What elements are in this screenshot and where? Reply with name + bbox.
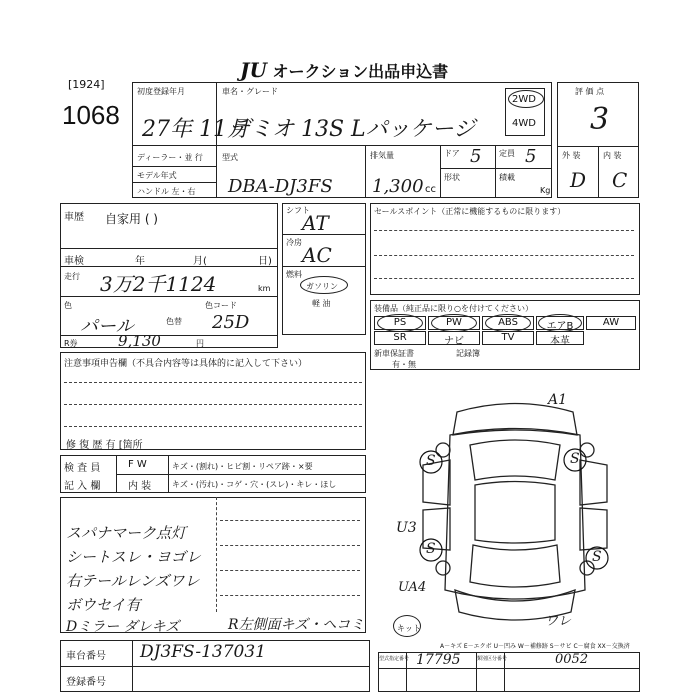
inspector-row1-head: F W	[128, 459, 147, 470]
equip-tv: TV	[482, 331, 534, 345]
car-name-label: 車名・グレード	[222, 87, 278, 96]
damage-mark-s-rf: S	[570, 451, 580, 467]
fuel-gas: ガソリン	[306, 282, 338, 291]
damage-mark-u3: U3	[396, 520, 417, 536]
repair-history-label: 修 復 歴 有 [箇所	[66, 440, 143, 451]
notes-label: 注意事項申告欄（不具合内容等は具体的に記入して下さい）	[64, 359, 308, 369]
color-change-label: 色替	[166, 317, 182, 326]
displacement-value: 1,300	[372, 176, 424, 197]
inspector-label-1: 検 査 員	[64, 463, 101, 474]
displacement-unit: cc	[425, 184, 436, 195]
inspector-label-2: 記 入 欄	[64, 481, 101, 492]
record-label: 記録簿	[456, 349, 480, 358]
displacement-label: 排気量	[370, 151, 394, 160]
load-label: 積載	[499, 173, 515, 182]
first-reg-label: 初度登録年月	[137, 87, 185, 96]
inspector-row2-text: キズ・(汚れ)・コゲ・穴・(スレ)・キレ・ほし	[172, 480, 337, 489]
kit-circle	[393, 615, 421, 637]
note-side: R左側面キズ・ヘコミ	[228, 617, 365, 633]
note-line-1: スパナマーク点灯	[66, 524, 187, 542]
car-name-value: デミオ 13S Lパッケージ	[228, 117, 476, 142]
doors-value: 5	[470, 146, 482, 167]
ac-value: AC	[302, 243, 332, 267]
equip-ps-circle	[377, 314, 423, 332]
sheet-title	[240, 58, 448, 82]
model-year-label: モデル年式	[137, 171, 177, 180]
exterior-label: 外 装	[562, 151, 581, 160]
color-code-label: 色コード	[205, 301, 237, 310]
equip-abs-circle	[485, 314, 531, 332]
first-reg-value: 27年 11月	[142, 117, 249, 142]
drive-4wd: 4WD	[512, 118, 536, 129]
damage-legend: A－キズ E－エクボ U－凹み W－補修跡 S－サビ C－腐食 XX－交換済	[440, 643, 630, 650]
recycle-value: 9,130	[118, 332, 161, 350]
shift-label: シフト	[286, 206, 310, 215]
inspector-row2-head: 内 装	[128, 481, 152, 492]
equip-aw: AW	[586, 316, 636, 330]
equip-airbag: エアB	[536, 316, 584, 330]
damage-mark-s-lf: S	[426, 453, 436, 469]
mileage-label: 走行	[64, 272, 80, 281]
mileage-unit: km	[258, 284, 271, 293]
note-line-3: 右テールレンズワレ	[66, 572, 200, 590]
inspection-month: 月(	[193, 256, 207, 267]
type-value: DBA-DJ3FS	[228, 176, 333, 197]
interior-label: 内 装	[603, 151, 622, 160]
steering-label: ハンドル 左・右	[137, 187, 196, 196]
fuel-gas-circle	[300, 276, 348, 294]
car-body	[445, 429, 585, 600]
equip-pw: PW	[428, 316, 480, 330]
doors-label: ドア	[444, 149, 460, 158]
damage-mark-ware: ワレ	[545, 614, 572, 629]
color-label: 色	[64, 301, 72, 310]
capacity-label: 定員	[499, 149, 515, 158]
equip-pw-circle	[431, 314, 477, 332]
history-label: 車歴	[64, 212, 84, 223]
shift-value: AT	[302, 211, 329, 235]
fuel-diesel: 軽 油	[312, 299, 331, 308]
cert-label-2: 類別区分番号	[477, 656, 508, 662]
drive-2wd: 2WD	[512, 94, 536, 105]
equip-ps: PS	[374, 316, 426, 330]
capacity-value: 5	[525, 146, 537, 167]
equip-airbag-circle	[538, 314, 582, 332]
exterior-value: D	[570, 168, 587, 192]
dealer-label: ディーラー・並 行	[137, 153, 203, 162]
cert-value-2: 0052	[555, 652, 589, 667]
kit-mark: キット	[397, 624, 421, 633]
mileage-value: 3万2千1124	[100, 272, 217, 296]
rear-window	[470, 545, 560, 587]
lot-number: 1068	[62, 100, 120, 130]
form-title: オークション出品申込書	[272, 62, 449, 81]
front-bumper	[453, 404, 577, 436]
load-unit: Kg	[540, 186, 551, 195]
note-line-4: ボウセイ有	[66, 596, 141, 614]
reg-number-label: 登録番号	[66, 677, 106, 688]
damage-mark-s-rr: S	[592, 549, 602, 565]
sales-point-label: セールスポイント（正常に機能するものに限ります）	[374, 207, 566, 216]
warranty-value: 有・無	[392, 360, 416, 369]
equip-sr: SR	[374, 331, 426, 345]
recycle-label: R券	[64, 339, 78, 348]
rating-value: 3	[590, 102, 610, 137]
inspection-label: 車検	[64, 256, 84, 267]
note-line-5: Dミラー ダレキズ	[66, 619, 180, 635]
equip-leather: 本革	[536, 331, 584, 345]
inspection-day: 日)	[258, 256, 272, 267]
drive-2wd-circle	[508, 90, 544, 108]
damage-mark-s-lr: S	[426, 541, 436, 557]
color-value: パール	[80, 316, 134, 337]
ac-label: 冷房	[286, 238, 302, 247]
chassis-label: 車台番号	[66, 651, 106, 662]
equip-navi: ナビ	[428, 331, 480, 345]
lot-code: [1924]	[68, 78, 105, 91]
cert-label-1: 型式指定番号	[379, 656, 410, 662]
recycle-unit: 円	[196, 339, 204, 348]
warranty-label: 新車保証書	[374, 349, 414, 358]
history-value: 自家用 ( )	[105, 212, 158, 226]
type-label: 型式	[222, 153, 238, 162]
damage-mark-ua4: UA4	[398, 580, 427, 595]
inspection-year: 年	[135, 256, 145, 267]
note-line-2: シートスレ・ヨゴレ	[66, 548, 201, 566]
brand-logo: JU	[240, 58, 267, 82]
damage-mark-a1: A1	[548, 392, 568, 408]
car-damage-diagram	[395, 390, 635, 630]
cert-value-1: 17795	[416, 652, 461, 668]
equipment-label: 装備品（純正品に限り○を付けてください）	[374, 304, 533, 313]
interior-value: C	[612, 168, 628, 192]
hood	[470, 440, 560, 480]
equip-abs: ABS	[482, 316, 534, 330]
color-code-value: 25D	[212, 312, 250, 333]
rating-label: 評 価 点	[575, 87, 605, 96]
roof	[475, 482, 555, 544]
inspector-row1-text: キズ・(割れ)・ヒビ割・リペア跡・×要	[172, 462, 313, 471]
shape-label: 形状	[444, 173, 460, 182]
fuel-label: 燃料	[286, 270, 302, 279]
chassis-value: DJ3FS-137031	[140, 642, 266, 662]
